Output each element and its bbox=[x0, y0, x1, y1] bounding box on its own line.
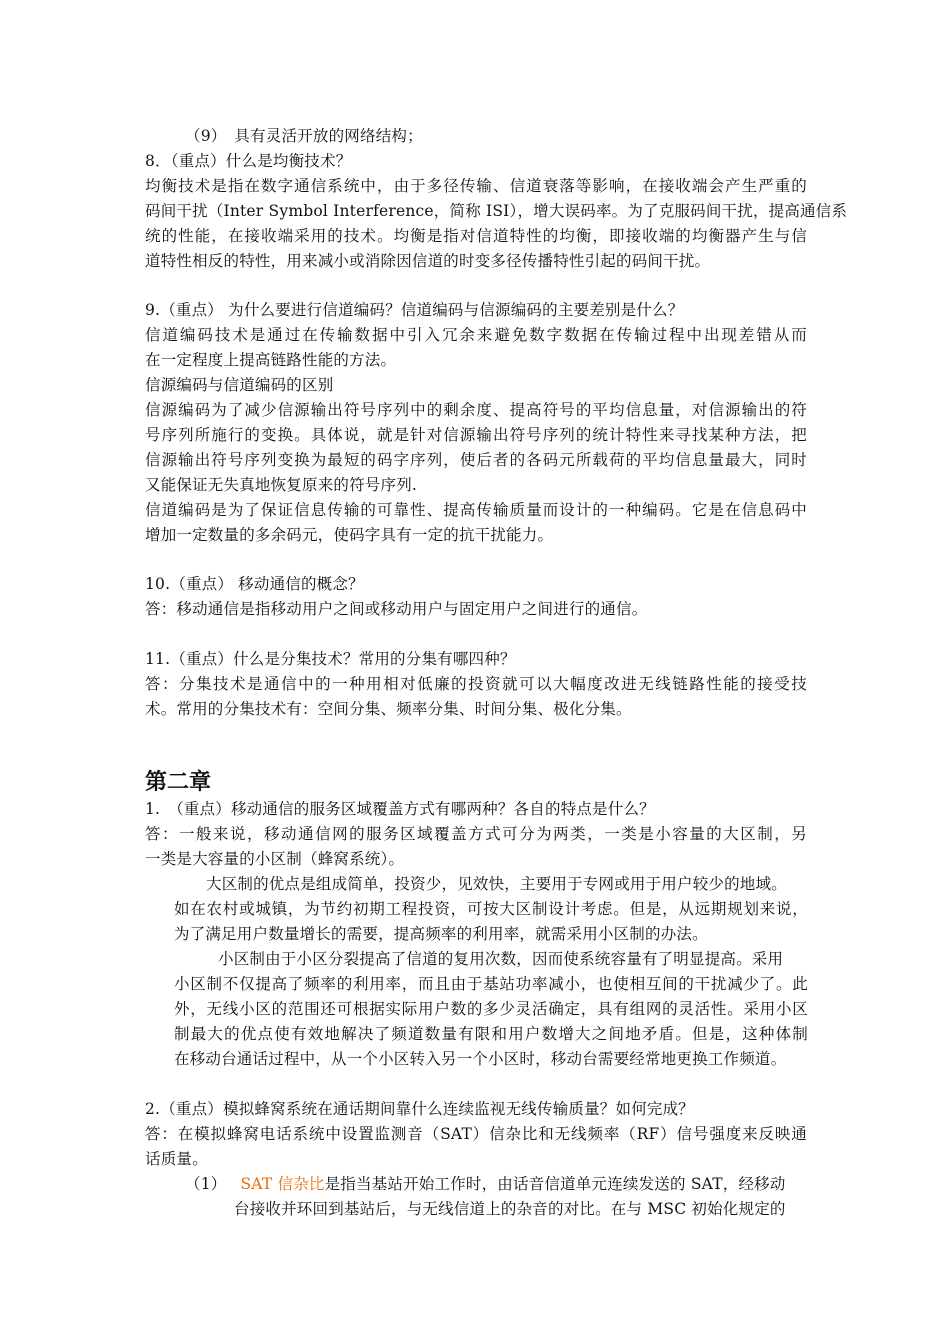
answer-11-line: 术。常用的分集技术有：空间分集、频率分集、时间分集、极化分集。 bbox=[145, 700, 632, 718]
answer-8-line: 码间干扰（Inter Symbol Interference，简称 ISI），增大误码率。为了克服码间干扰，提高通信系 bbox=[145, 202, 848, 220]
chapter2-answer-2-line: 话质量。 bbox=[145, 1150, 208, 1168]
chapter-heading: 第二章 bbox=[145, 770, 212, 795]
paragraph-line: 为了满足用户数量增长的需要，提高频率的利用率，就需采用小区制的办法。 bbox=[174, 925, 708, 943]
chapter2-question-1: 1. （重点）移动通信的服务区域覆盖方式有哪两种？各自的特点是什么？ bbox=[145, 800, 655, 818]
answer-9-line: 在一定程度上提高链路性能的方法。 bbox=[145, 351, 397, 369]
paragraph-line: 如在农村或城镇，为节约初期工程投资，可按大区制设计考虑。但是，从远期规划来说， bbox=[174, 900, 808, 918]
chapter2-question-2: 2.（重点）模拟蜂窝系统在通话期间靠什么连续监视无线传输质量？如何完成？ bbox=[145, 1100, 694, 1118]
paragraph-line: 小区制由于小区分裂提高了信道的复用次数，因而使系统容量有了明显提高。采用 bbox=[218, 950, 784, 968]
answer-9-subheading: 信源编码与信道编码的区别 bbox=[145, 376, 334, 394]
answer-10: 答：移动通信是指移动用户之间或移动用户与固定用户之间进行的通信。 bbox=[145, 600, 648, 618]
item-number: （1） bbox=[185, 1175, 227, 1193]
paragraph-line: 小区制不仅提高了频率的利用率，而且由于基站功率减小，也使相互间的干扰减少了。此 bbox=[174, 975, 808, 993]
item-text: 是指当基站开始工作时，由话音信道单元连续发送的 SAT，经移动 bbox=[324, 1175, 786, 1193]
chapter2-answer-1-line: 答：一般来说，移动通信网的服务区域覆盖方式可分为两类，一类是小容量的大区制，另 bbox=[145, 825, 807, 843]
answer-8-line: 均衡技术是指在数字通信系统中，由于多径传输、信道衰落等影响，在接收端会产生严重的 bbox=[145, 177, 807, 195]
question-11: 11.（重点）什么是分集技术？常用的分集有哪四种？ bbox=[145, 650, 516, 668]
answer-9-line: 信道编码技术是通过在传输数据中引入冗余来避免数字数据在传输过程中出现差错从而 bbox=[145, 326, 807, 344]
question-9: 9.（重点） 为什么要进行信道编码？信道编码与信源编码的主要差别是什么？ bbox=[145, 301, 684, 319]
answer-9-line: 信道编码是为了保证信息传输的可靠性、提高传输质量而设计的一种编码。它是在信息码中 bbox=[145, 501, 807, 519]
answer-8-line: 道特性相反的特性，用来减小或消除因信道的时变多径传播特性引起的码间干扰。 bbox=[145, 252, 711, 270]
chapter2-answer-2-line: 答：在模拟蜂窝电话系统中设置监测音（SAT）信杂比和无线频率（RF）信号强度来反映通 bbox=[145, 1125, 807, 1143]
answer-9-line: 增加一定数量的多余码元，使码字具有一定的抗干扰能力。 bbox=[145, 526, 554, 544]
answer-8-line: 统的性能，在接收端采用的技术。均衡是指对信道特性的均衡，即接收端的均衡器产生与信 bbox=[145, 227, 807, 245]
paragraph-line: 外，无线小区的范围还可根据实际用户数的多少灵活确定，具有组网的灵活性。采用小区 bbox=[174, 1000, 808, 1018]
item-text-line: 台接收并环回到基站后，与无线信道上的杂音的对比。在与 MSC 初始化规定的 bbox=[234, 1200, 786, 1218]
question-8: 8．（重点）什么是均衡技术？ bbox=[145, 152, 352, 170]
paragraph-line: 大区制的优点是组成简单，投资少，见效快，主要用于专网或用于用户较少的地域。 bbox=[206, 875, 787, 893]
answer-11-line: 答：分集技术是通信中的一种用相对低廉的投资就可以大幅度改进无线链路性能的接受技 bbox=[145, 675, 807, 693]
paragraph-line: 制最大的优点使有效地解决了频道数量有限和用户数增大之间地矛盾。但是，这种体制 bbox=[174, 1025, 808, 1043]
paragraph-line: 在移动台通话过程中，从一个小区转入另一个小区时，移动台需要经常地更换工作频道。 bbox=[174, 1050, 787, 1068]
numbered-item bbox=[185, 1172, 786, 1197]
answer-9-line: 信源输出符号序列变换为最短的码字序列，使后者的各码元所载荷的平均信息量最大，同时 bbox=[145, 451, 807, 469]
answer-9-line: 又能保证无失真地恢复原来的符号序列. bbox=[145, 476, 418, 494]
answer-9-line: 信源编码为了减少信源输出符号序列中的剩余度、提高符号的平均信息量，对信源输出的符 bbox=[145, 401, 807, 419]
chapter2-answer-1-line: 一类是大容量的小区制（蜂窝系统）。 bbox=[145, 850, 405, 868]
list-item-9: （9） 具有灵活开放的网络结构； bbox=[185, 127, 423, 145]
question-10: 10.（重点） 移动通信的概念？ bbox=[145, 575, 364, 593]
answer-9-line: 号序列所施行的变换。具体说，就是针对信源输出符号序列的统计特性来寻找某种方法，把 bbox=[145, 426, 807, 444]
highlighted-term: SAT 信杂比 bbox=[240, 1175, 325, 1193]
